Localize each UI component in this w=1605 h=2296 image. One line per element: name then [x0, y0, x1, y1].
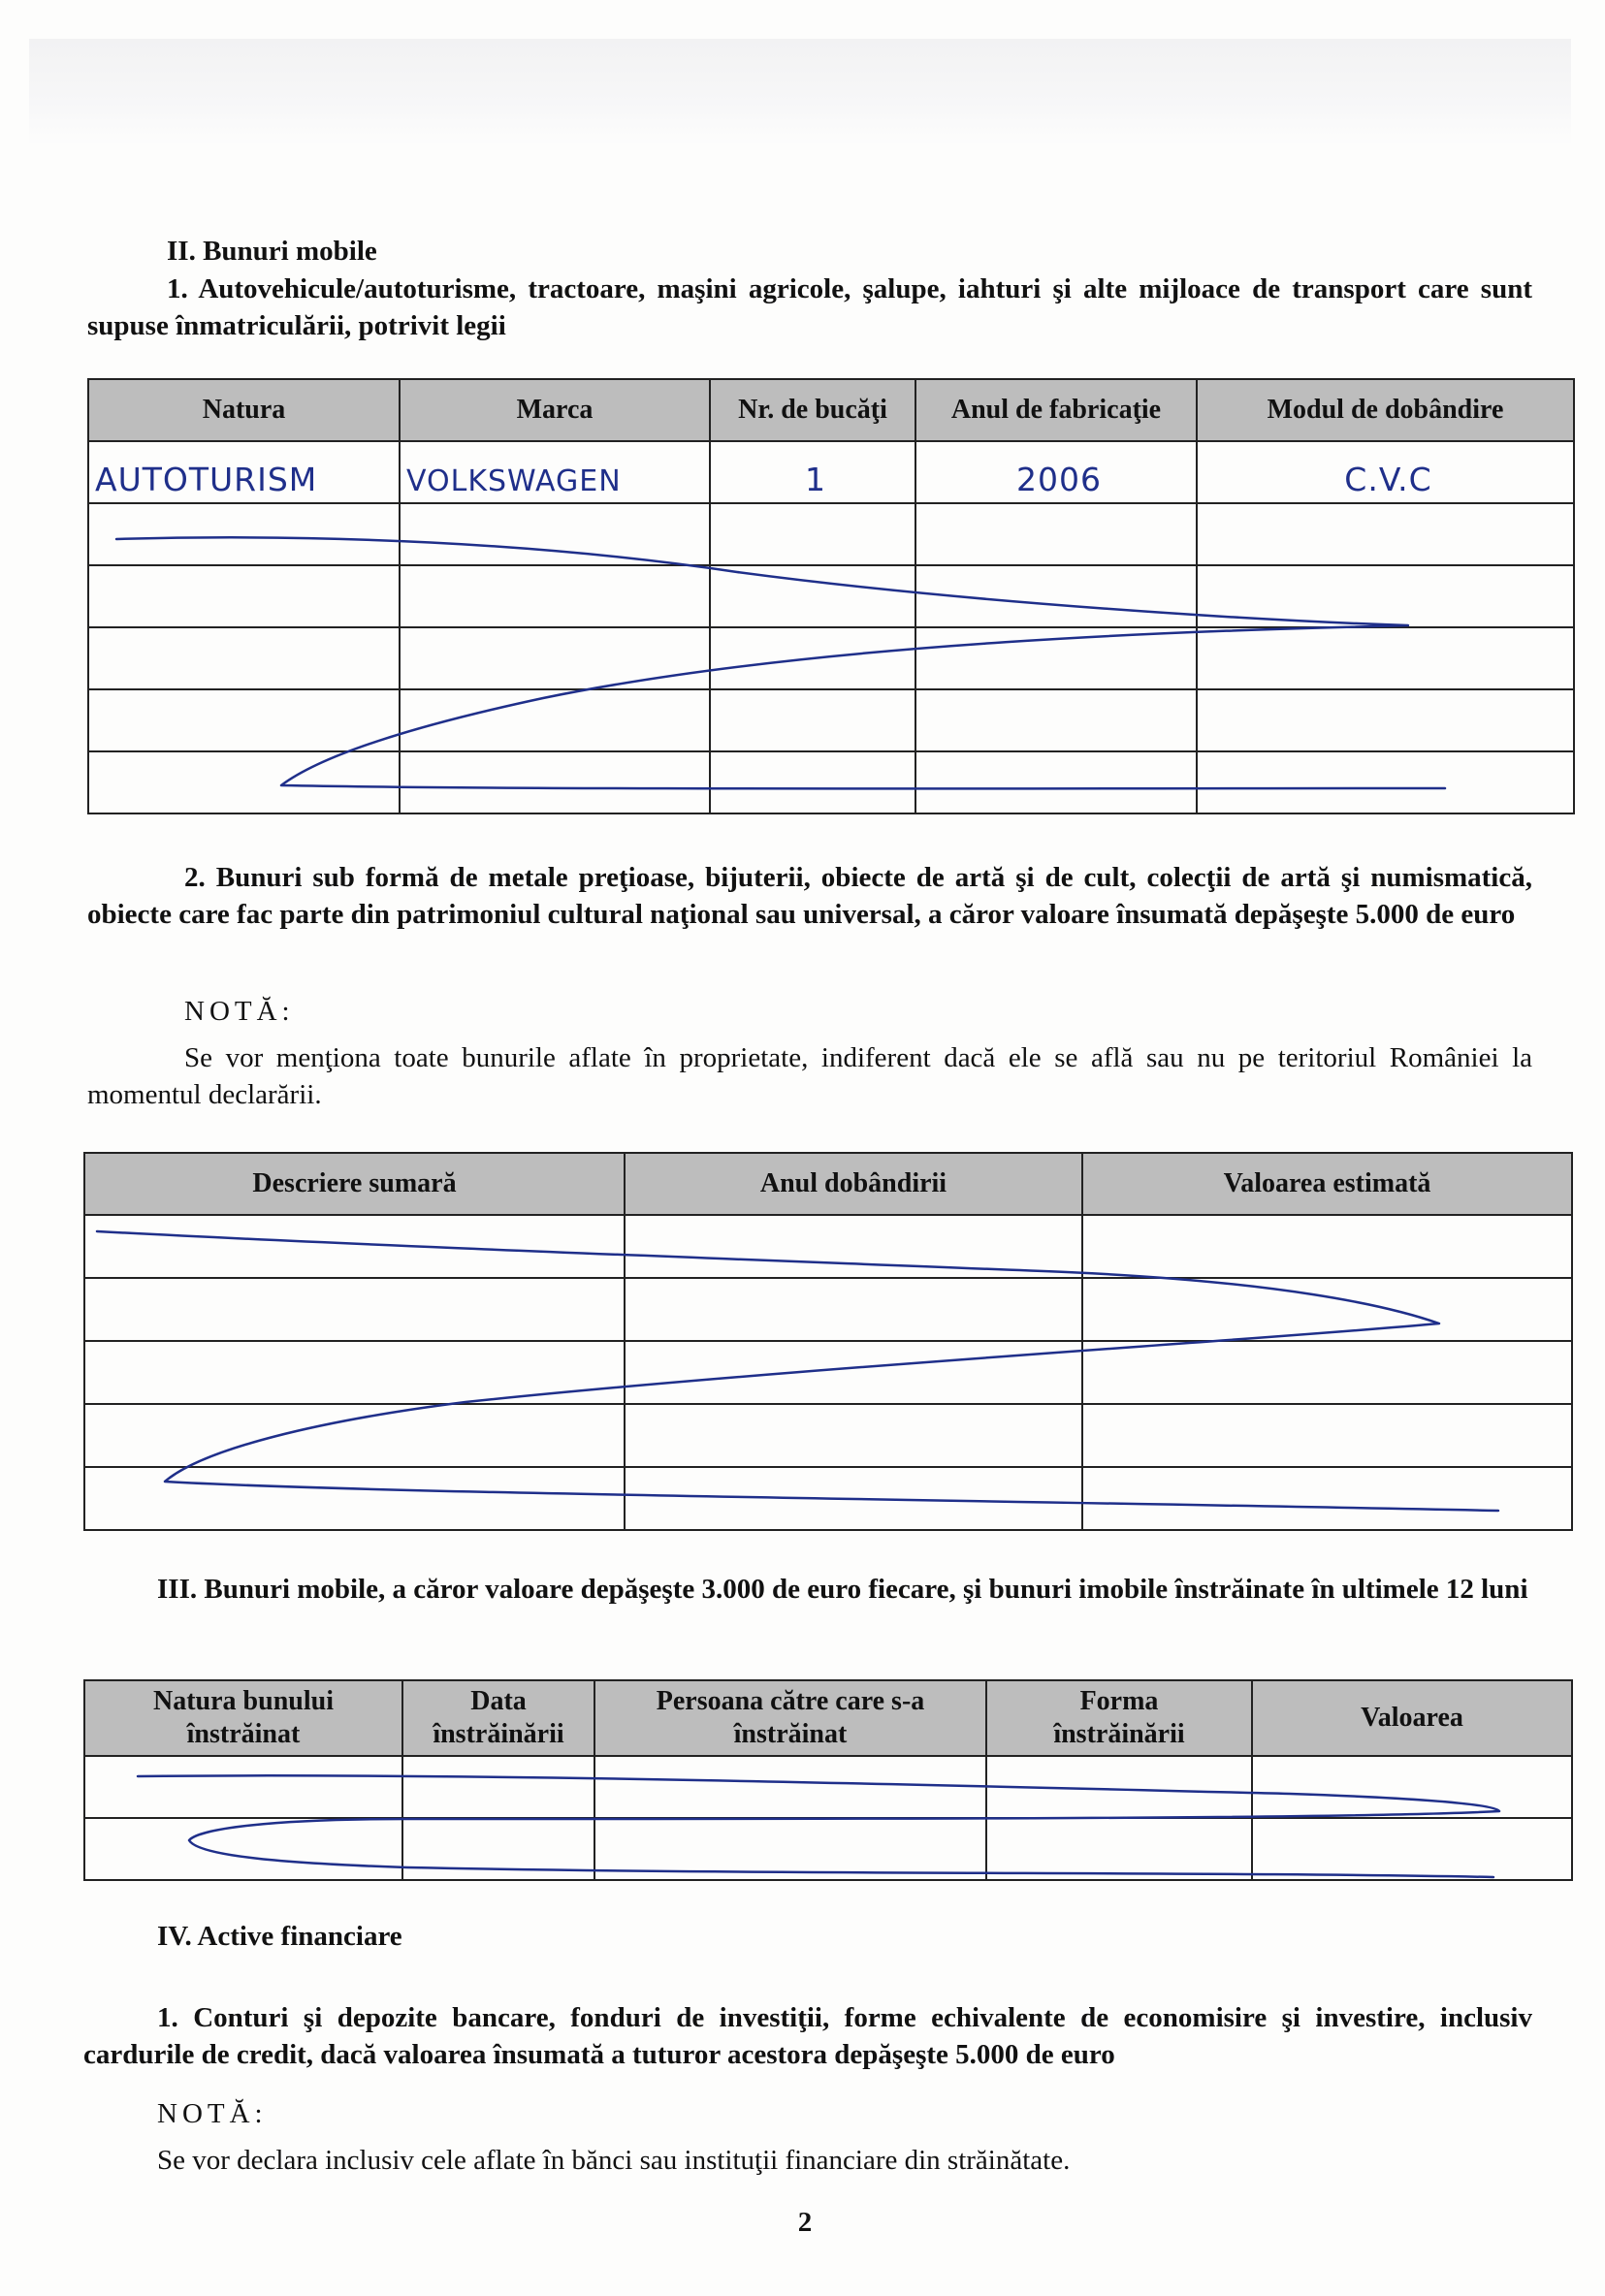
header-valoarea-estimata: Valoarea estimată [1082, 1153, 1572, 1215]
section-iii-title: III. Bunuri mobile, a căror valoare depăşeşte 3.000 de euro fiecare, şi bunuri imobile înstrăinate în ultimele 12 luni [157, 1574, 1528, 1605]
table-row [88, 689, 1574, 751]
header-marca: Marca [400, 379, 710, 441]
header-natura: Natura [88, 379, 400, 441]
header-forma-instrainarii: Forma înstrăinării [986, 1680, 1252, 1756]
header-persoana: Persoana către care s-a înstrăinat [594, 1680, 986, 1756]
table-row [84, 1341, 1572, 1404]
header-nr-bucati: Nr. de bucăţi [710, 379, 915, 441]
vehicles-table [87, 378, 1575, 814]
header-modul-dobandire: Modul de dobândire [1197, 379, 1574, 441]
header-anul-fabricatie: Anul de fabricaţie [915, 379, 1197, 441]
handwritten-marca: VOLKSWAGEN [400, 441, 710, 503]
section-ii-item-2: 2. Bunuri sub formă de metale preţioase, bijuterii, obiecte de artă şi de cult, colecţii de artă şi numismatică, obiecte care fac parte din patrimoniul cultural naţional sau universal, a căror valoare însumată depăşeşte 5.000 de euro [87, 862, 1532, 930]
header-data-instrainarii: Data înstrăinării [402, 1680, 594, 1756]
section-ii-item-1: 1. Autovehicule/autoturisme, tractoare, maşini agricole, şalupe, iahturi şi alte mijloace de transport care sunt supuse înmatriculării, potrivit legii [87, 273, 1532, 341]
table-row [88, 751, 1574, 813]
header-anul-dobandirii: Anul dobândirii [625, 1153, 1082, 1215]
header-natura-bunului: Natura bunului înstrăinat [84, 1680, 402, 1756]
note-text-iv: Se vor declara inclusiv cele aflate în bănci sau instituţii financiare din străinătate. [157, 2145, 1071, 2176]
table-row [88, 565, 1574, 627]
handwritten-nr-bucati: 1 [710, 441, 915, 503]
table-row [84, 1278, 1572, 1341]
handwritten-natura: AUTOTURISM [88, 441, 400, 503]
table-row [84, 1467, 1572, 1530]
handwritten-anul: 2006 [915, 441, 1197, 503]
table-row [84, 1404, 1572, 1467]
section-ii-title: II. Bunuri mobile [167, 236, 377, 267]
section-iv-item-1: 1. Conturi şi depozite bancare, fonduri de investiţii, forme echivalente de economisire şi investire, inclusiv cardurile de credit, dacă valoarea însumată a tuturor acestora depăşeşte 5.000 de euro [83, 2002, 1532, 2070]
scan-shadow [29, 39, 1571, 145]
table-row [84, 1756, 1572, 1818]
table-row [88, 441, 1574, 503]
table-row [88, 503, 1574, 565]
table-row [88, 627, 1574, 689]
valuables-table [83, 1152, 1573, 1531]
page-number: 2 [797, 2207, 813, 2238]
header-descriere: Descriere sumară [84, 1153, 625, 1215]
transferred-table [83, 1679, 1573, 1881]
note-title: NOTĂ: [184, 996, 295, 1027]
header-valoarea: Valoarea [1252, 1680, 1572, 1756]
table-row [84, 1215, 1572, 1278]
handwritten-modul: C.V.C [1197, 441, 1574, 503]
note-title-iv: NOTĂ: [157, 2098, 268, 2129]
note-text: Se vor menţiona toate bunurile aflate în proprietate, indiferent dacă ele se află sau nu pe teritoriul României la momentul declarării. [87, 1042, 1532, 1110]
section-iv-title: IV. Active financiare [157, 1921, 402, 1952]
table-row [84, 1818, 1572, 1880]
